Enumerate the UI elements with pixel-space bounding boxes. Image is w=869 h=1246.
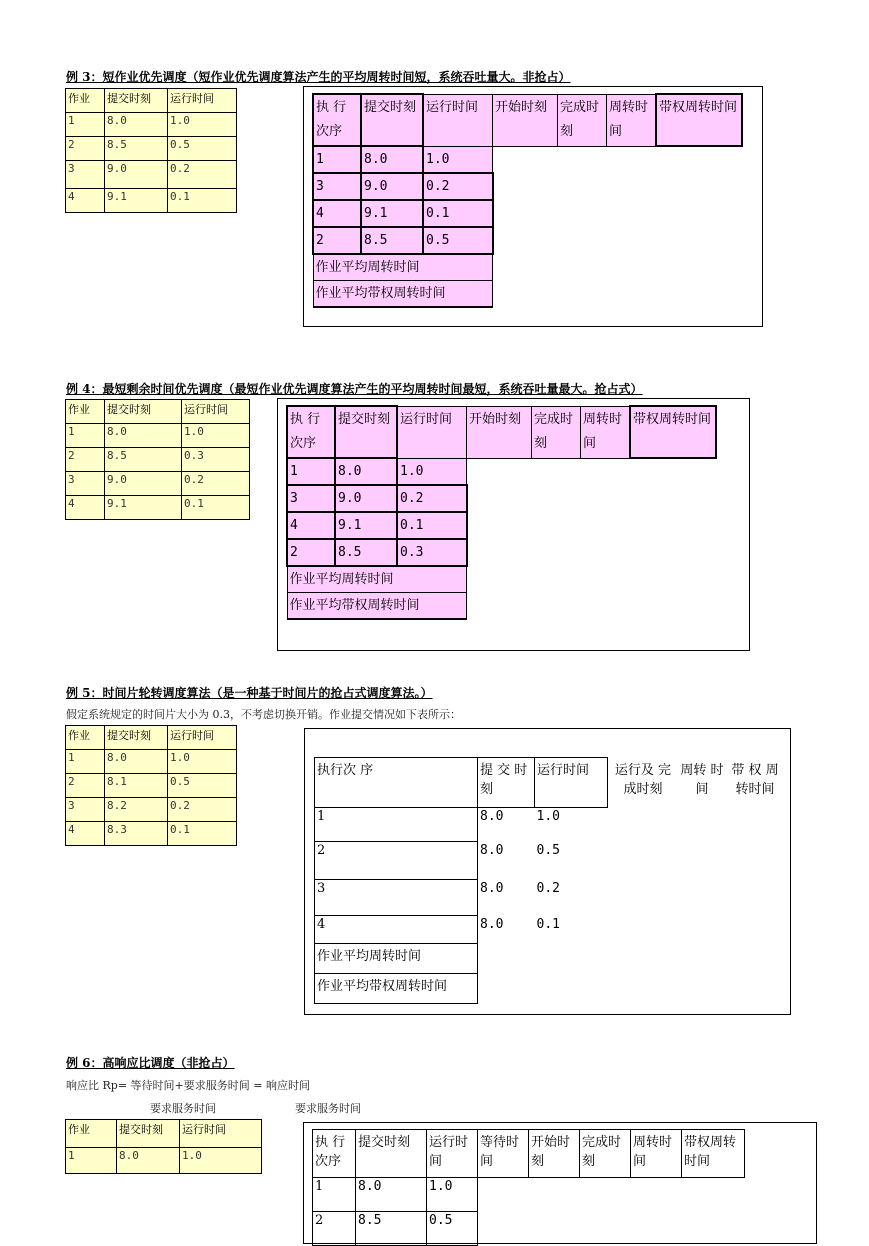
table-cell: 8.0 — [356, 1178, 427, 1212]
table-cell: 0.5 — [168, 774, 237, 798]
table-row — [66, 798, 237, 822]
table-cell: 8.2 — [105, 798, 168, 822]
table-cell: 4 — [66, 496, 105, 520]
table-cell: 2 — [313, 227, 361, 254]
table-cell: 执 行次序 — [287, 406, 335, 458]
table-cell: 2 — [287, 539, 335, 566]
table-cell: 运行及 完成时刻 — [614, 762, 672, 797]
table-cell: 0.2 — [168, 798, 237, 822]
table-cell: 0.2 — [168, 161, 237, 189]
table-cell: 9.1 — [105, 189, 168, 213]
table-cell: 3 — [66, 798, 105, 822]
table-cell: 8.5 — [356, 1212, 427, 1246]
table-cell: 4 — [66, 822, 105, 846]
table-row — [66, 496, 250, 520]
table-cell: 提交时刻 — [105, 726, 168, 750]
table-row — [287, 458, 716, 485]
table-row — [315, 916, 785, 944]
table-cell: 0.2 — [397, 485, 467, 512]
table-cell: 9.1 — [105, 496, 182, 520]
ex5-schedule-table — [314, 757, 784, 1004]
table-cell: 1 — [315, 808, 478, 842]
ex4-schedule-frame — [277, 398, 750, 651]
table-cell: 提交时刻 — [105, 400, 182, 424]
table-cell: 0.2 — [423, 173, 493, 200]
table-cell: 0.2 — [536, 880, 560, 896]
table-cell: 8.0 — [117, 1148, 180, 1174]
table-cell: 9.0 — [105, 161, 168, 189]
table-cell: 9.0 — [361, 173, 423, 200]
table-cell: 运行时间 — [182, 400, 250, 424]
ex3-title: 例 3：短作业优先调度（短作业优先调度算法产生的平均周转时间短，系统吞吐量大。非抢占） — [66, 70, 571, 84]
table-cell: 0.5 — [536, 842, 560, 858]
table-cell: 0.3 — [182, 448, 250, 472]
table-cell: 开始时刻 — [467, 406, 532, 458]
table-cell: 执行次 序 — [315, 758, 478, 808]
table-cell: 运行时间 — [168, 726, 237, 750]
table-cell: 完成时刻 — [580, 1130, 631, 1178]
table-cell: 2 — [66, 774, 105, 798]
table-cell: 8.5 — [335, 539, 397, 566]
table-cell: 1.0 — [168, 750, 237, 774]
table-cell: 1 — [66, 113, 105, 137]
table-row — [66, 113, 237, 137]
table-row — [66, 189, 237, 213]
table-cell: 提交时刻 — [335, 406, 397, 458]
table-row — [313, 173, 742, 200]
table-cell: 0.1 — [536, 916, 560, 932]
table-cell: 0.2 — [182, 472, 250, 496]
ex5-schedule-frame — [304, 728, 791, 1015]
table-cell: 8.0 — [105, 113, 168, 137]
ex5-note: 假定系统规定的时间片大小为 0.3，不考虑切换开销。作业提交情况如下表所示： — [66, 708, 461, 721]
table-cell: 8.0 — [480, 880, 504, 896]
table-cell: 0.1 — [168, 189, 237, 213]
table-cell: 8.3 — [105, 822, 168, 846]
table-row — [315, 842, 785, 880]
table-cell: 9.0 — [335, 485, 397, 512]
table-cell: 1 — [66, 424, 105, 448]
table-row — [313, 146, 742, 173]
table-cell: 作业平均周转时间 — [315, 944, 478, 974]
table-cell: 提交时刻 — [117, 1120, 180, 1148]
table-cell: 8.0 — [480, 809, 504, 824]
table-cell: 1 — [287, 458, 335, 485]
table-cell: 0.5 — [427, 1212, 478, 1246]
avg-weighted-label: 作业平均带权周转时间 — [313, 281, 493, 308]
table-cell: 作业 — [66, 1120, 117, 1148]
table-row — [66, 774, 237, 798]
table-cell: 1 — [66, 1148, 117, 1174]
col-submit: 提交时刻 — [105, 89, 168, 113]
table-cell: 等待时间 — [478, 1130, 529, 1178]
table-cell: 1 — [66, 750, 105, 774]
hdr-run: 运行时间 — [423, 94, 493, 146]
table-cell: 9.0 — [105, 472, 182, 496]
table-cell: 运行时间 — [397, 406, 467, 458]
table-cell: 8.5 — [105, 137, 168, 161]
ex6-formula-line1: 响应比 Rp= 等待时间+要求服务时间 = 响应时间 — [66, 1079, 310, 1092]
ex6-job-table — [65, 1119, 262, 1174]
table-cell: 0.3 — [397, 539, 467, 566]
ex4-schedule-table — [286, 405, 717, 620]
table-row — [66, 1148, 262, 1174]
col-job: 作业 — [66, 89, 105, 113]
ex6-title: 例 6：高响应比调度（非抢占） — [66, 1056, 235, 1070]
table-cell: 3 — [315, 880, 478, 916]
ex3-schedule-table — [312, 93, 743, 308]
ex6-formula-den2: 要求服务时间 — [295, 1102, 361, 1115]
hdr-start: 开始时刻 — [493, 94, 558, 146]
table-cell: 1.0 — [427, 1178, 478, 1212]
table-cell: 9.1 — [361, 200, 423, 227]
table-cell: 2 — [315, 842, 478, 880]
hdr-weighted: 带权周转时间 — [656, 94, 742, 146]
table-cell: 1.0 — [397, 458, 467, 485]
table-cell: 3 — [287, 485, 335, 512]
table-cell: 0.5 — [423, 227, 493, 254]
ex5-title: 例 5：时间片轮转调度算法（是一种基于时间片的抢占式调度算法。） — [66, 686, 433, 700]
col-run: 运行时间 — [168, 89, 237, 113]
table-row — [66, 161, 237, 189]
table-cell: 4 — [287, 512, 335, 539]
table-cell: 4 — [66, 189, 105, 213]
table-cell: 4 — [313, 200, 361, 227]
ex6-formula-den1: 要求服务时间 — [150, 1102, 216, 1115]
table-cell: 3 — [66, 161, 105, 189]
table-cell: 8.5 — [361, 227, 423, 254]
table-cell: 0.1 — [168, 822, 237, 846]
table-cell: 8.0 — [480, 916, 504, 932]
table-cell: 8.0 — [105, 424, 182, 448]
table-cell: 9.1 — [335, 512, 397, 539]
table-row — [66, 424, 250, 448]
table-cell: 作业平均带权周转时间 — [287, 593, 467, 620]
table-cell: 8.5 — [105, 448, 182, 472]
table-cell: 周转时间 — [631, 1130, 682, 1178]
table-cell: 作业 — [66, 400, 105, 424]
table-cell: 完成时刻 — [532, 406, 581, 458]
table-cell: 1.0 — [180, 1148, 262, 1174]
ex4-title: 例 4：最短剩余时间优先调度（最短作业优先调度算法产生的平均周转时间最短，系统吞吐量最大。抢占式） — [66, 382, 643, 396]
table-row — [66, 750, 237, 774]
table-cell: 带权周转时间 — [630, 406, 716, 458]
hdr-finish: 完成时刻 — [558, 94, 607, 146]
hdr-submit: 提交时刻 — [361, 94, 423, 146]
ex5-job-table — [65, 725, 237, 846]
hdr-order: 执 行次序 — [313, 94, 361, 146]
table-row — [66, 822, 237, 846]
table-cell: 1 — [313, 1178, 356, 1212]
table-row — [315, 880, 785, 916]
table-row — [66, 472, 250, 496]
table-cell: 8.0 — [105, 750, 168, 774]
table-cell: 带 权 周转时间 — [731, 762, 779, 797]
table-cell: 带权周转时间 — [682, 1130, 745, 1178]
ex4-job-table — [65, 399, 250, 520]
table-row — [287, 512, 716, 539]
table-row — [287, 539, 716, 566]
ex3-job-table — [65, 88, 237, 213]
table-cell: 运行时间 — [427, 1130, 478, 1178]
table-row — [313, 200, 742, 227]
hdr-turnaround: 周转时间 — [607, 94, 657, 146]
table-cell: 周转 时间 — [680, 762, 724, 797]
table-cell: 提交时刻 — [356, 1130, 427, 1178]
table-cell: 2 — [66, 448, 105, 472]
ex6-schedule-table — [312, 1129, 745, 1246]
table-cell: 运行时间 — [180, 1120, 262, 1148]
table-cell: 1 — [313, 146, 361, 173]
table-cell: 3 — [66, 472, 105, 496]
table-cell: 0.1 — [182, 496, 250, 520]
table-cell: 2 — [313, 1212, 356, 1246]
table-row — [66, 137, 237, 161]
table-row — [313, 1178, 745, 1212]
table-cell: 8.0 — [335, 458, 397, 485]
ex3-schedule-frame — [303, 86, 763, 327]
table-cell: 1.0 — [182, 424, 250, 448]
table-cell: 3 — [313, 173, 361, 200]
table-cell: 8.0 — [480, 842, 504, 858]
table-row — [287, 485, 716, 512]
table-cell: 周转时间 — [581, 406, 631, 458]
table-cell: 0.1 — [423, 200, 493, 227]
table-cell: 1.0 — [423, 146, 493, 173]
table-row — [313, 227, 742, 254]
table-cell: 执 行次序 — [313, 1130, 356, 1178]
table-cell: 作业平均周转时间 — [287, 566, 467, 593]
table-cell: 1.0 — [536, 809, 560, 824]
table-cell: 8.0 — [361, 146, 423, 173]
table-cell: 2 — [66, 137, 105, 161]
table-cell: 1.0 — [168, 113, 237, 137]
table-row — [66, 448, 250, 472]
table-cell: 0.1 — [397, 512, 467, 539]
table-cell: 作业 — [66, 726, 105, 750]
table-cell: 开始时刻 — [529, 1130, 580, 1178]
table-cell: 4 — [315, 916, 478, 944]
table-row — [313, 1212, 745, 1246]
avg-turnaround-label: 作业平均周转时间 — [313, 254, 493, 281]
table-cell: 运行时间 — [535, 758, 608, 808]
table-cell: 提 交 时刻 — [478, 758, 535, 808]
table-cell: 8.1 — [105, 774, 168, 798]
table-row — [315, 808, 785, 842]
ex6-schedule-frame — [303, 1122, 817, 1244]
table-cell: 作业平均带权周转时间 — [315, 974, 478, 1004]
table-cell: 0.5 — [168, 137, 237, 161]
